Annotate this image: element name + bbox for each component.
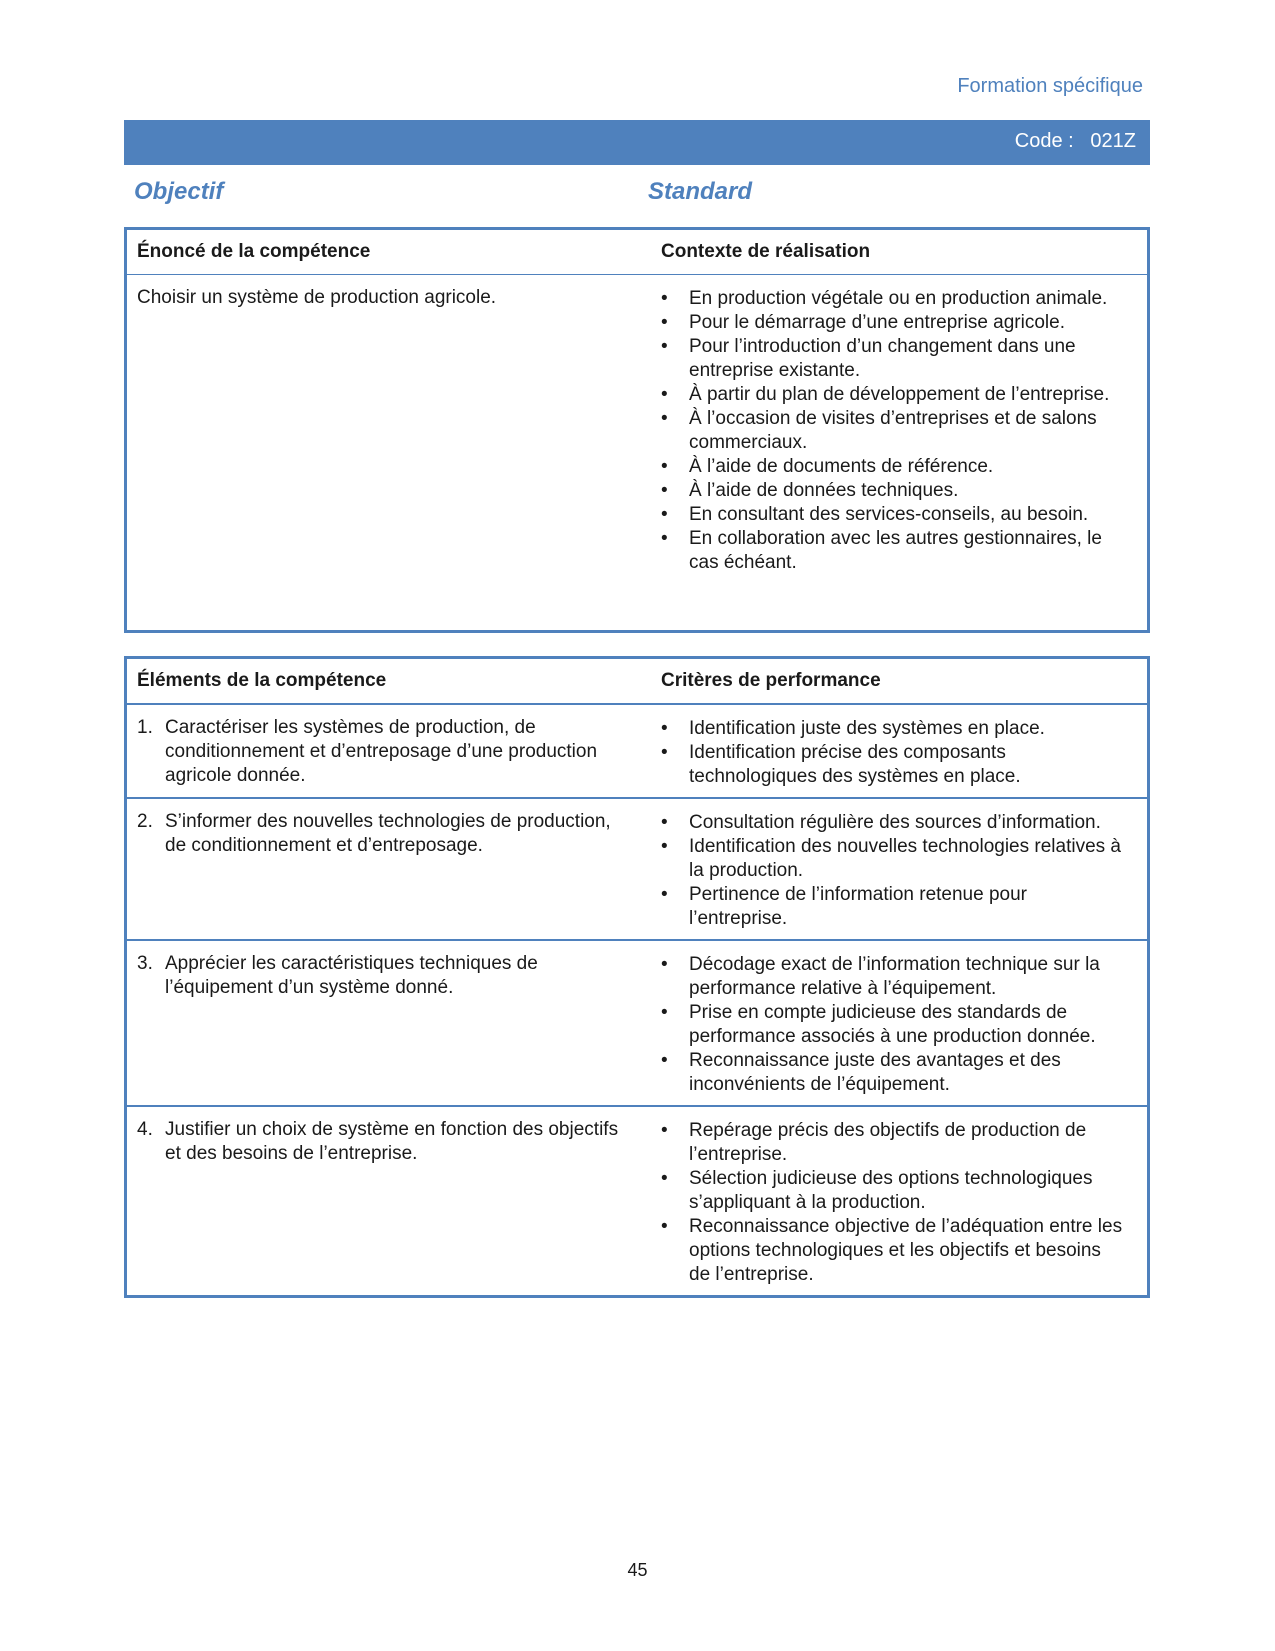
program-title: Formation spécifique (957, 75, 1143, 97)
list-item: • Reconnaissance objective de l’adéquation entre les options technologiques et les objectifs et besoins de l’entreprise. (651, 1215, 1147, 1287)
list-item: • Reconnaissance juste des avantages et des inconvénients de l’équipement. (651, 1049, 1147, 1097)
criteria-list (651, 941, 1147, 1105)
contexte-cell (651, 275, 1149, 632)
enonce-text: Choisir un système de production agricole. (137, 287, 497, 308)
table-row (126, 798, 1149, 940)
element-text: Caractériser les systèmes de production, de conditionnement et d’entreposage d’une production agricole donnée. (165, 717, 598, 786)
code-label (1015, 130, 1136, 153)
list-item: • En production végétale ou en production animale. (651, 287, 1147, 311)
list-item: • Prise en compte judicieuse des standards de performance associés à une production donnée. (651, 1001, 1147, 1049)
table-row (126, 704, 1149, 798)
element-number: 3. (137, 953, 153, 974)
element-item (127, 716, 651, 788)
table-row (126, 940, 1149, 1106)
list-item: • Sélection judicieuse des options technologiques s’appliquant à la production. (651, 1167, 1147, 1215)
list-item: • À partir du plan de développement de l’entreprise. (651, 383, 1147, 407)
criteria-cell (651, 940, 1149, 1106)
criteres-heading: Critères de performance (651, 658, 1149, 705)
objectif-heading: Objectif (134, 178, 224, 205)
criteria-list (651, 705, 1147, 797)
element-number: 1. (137, 717, 153, 738)
enonce-heading: Énoncé de la compétence (126, 229, 652, 275)
criteria-cell (651, 704, 1149, 798)
list-item: • À l’occasion de visites d’entreprises et de salons commerciaux. (651, 407, 1147, 455)
list-item: • Pertinence de l’information retenue pour l’entreprise. (651, 883, 1147, 931)
list-item: • Décodage exact de l’information technique sur la performance relative à l’équipement. (651, 953, 1147, 1001)
element-text: Apprécier les caractéristiques techniques de l’équipement d’un système donné. (165, 953, 538, 998)
code-bar (124, 120, 1150, 165)
element-item (127, 1118, 651, 1166)
element-item (127, 810, 651, 858)
list-item: • À l’aide de documents de référence. (651, 455, 1147, 479)
standard-heading: Standard (648, 178, 753, 205)
element-list (127, 799, 651, 858)
criteria-list (651, 1107, 1147, 1295)
standard-table (124, 227, 1150, 633)
element-cell (126, 704, 652, 798)
list-item: • Consultation régulière des sources d’information. (651, 811, 1147, 835)
element-number: 4. (137, 1119, 153, 1140)
element-list (127, 941, 651, 1000)
list-item: • Identification précise des composants technologiques des systèmes en place. (651, 741, 1147, 789)
list-item: • En consultant des services-conseils, au besoin. (651, 503, 1147, 527)
element-cell (126, 1106, 652, 1297)
element-list (127, 705, 651, 788)
element-cell (126, 798, 652, 940)
element-number: 2. (137, 811, 153, 832)
criteria-cell (651, 1106, 1149, 1297)
list-item: • Repérage précis des objectifs de production de l’entreprise. (651, 1119, 1147, 1167)
criteria-list (651, 799, 1147, 939)
code-value: 021Z (1090, 130, 1136, 152)
list-item: • Pour l’introduction d’un changement dans une entreprise existante. (651, 335, 1147, 383)
list-item: • En collaboration avec les autres gestionnaires, le cas échéant. (651, 527, 1147, 575)
list-item: • Identification des nouvelles technologies relatives à la production. (651, 835, 1147, 883)
performance-table (124, 656, 1150, 1298)
code-prefix: Code : (1014, 130, 1074, 152)
element-text: S’informer des nouvelles technologies de production, de conditionnement et d’entreposage. (165, 811, 611, 856)
column-headings (124, 178, 1150, 214)
list-item: • À l’aide de données techniques. (651, 479, 1147, 503)
list-item: • Pour le démarrage d’une entreprise agricole. (651, 311, 1147, 335)
element-item (127, 952, 651, 1000)
contexte-list (651, 275, 1147, 575)
contexte-heading: Contexte de réalisation (651, 229, 1149, 275)
element-list (127, 1107, 651, 1166)
enonce-cell (126, 275, 652, 632)
page-number: 45 (627, 1560, 648, 1580)
table-row (126, 1106, 1149, 1297)
elements-heading: Éléments de la compétence (126, 658, 652, 705)
list-item: • Identification juste des systèmes en place. (651, 717, 1147, 741)
criteria-cell (651, 798, 1149, 940)
element-text: Justifier un choix de système en fonction des objectifs et des besoins de l’entreprise. (165, 1119, 619, 1164)
element-cell (126, 940, 652, 1106)
